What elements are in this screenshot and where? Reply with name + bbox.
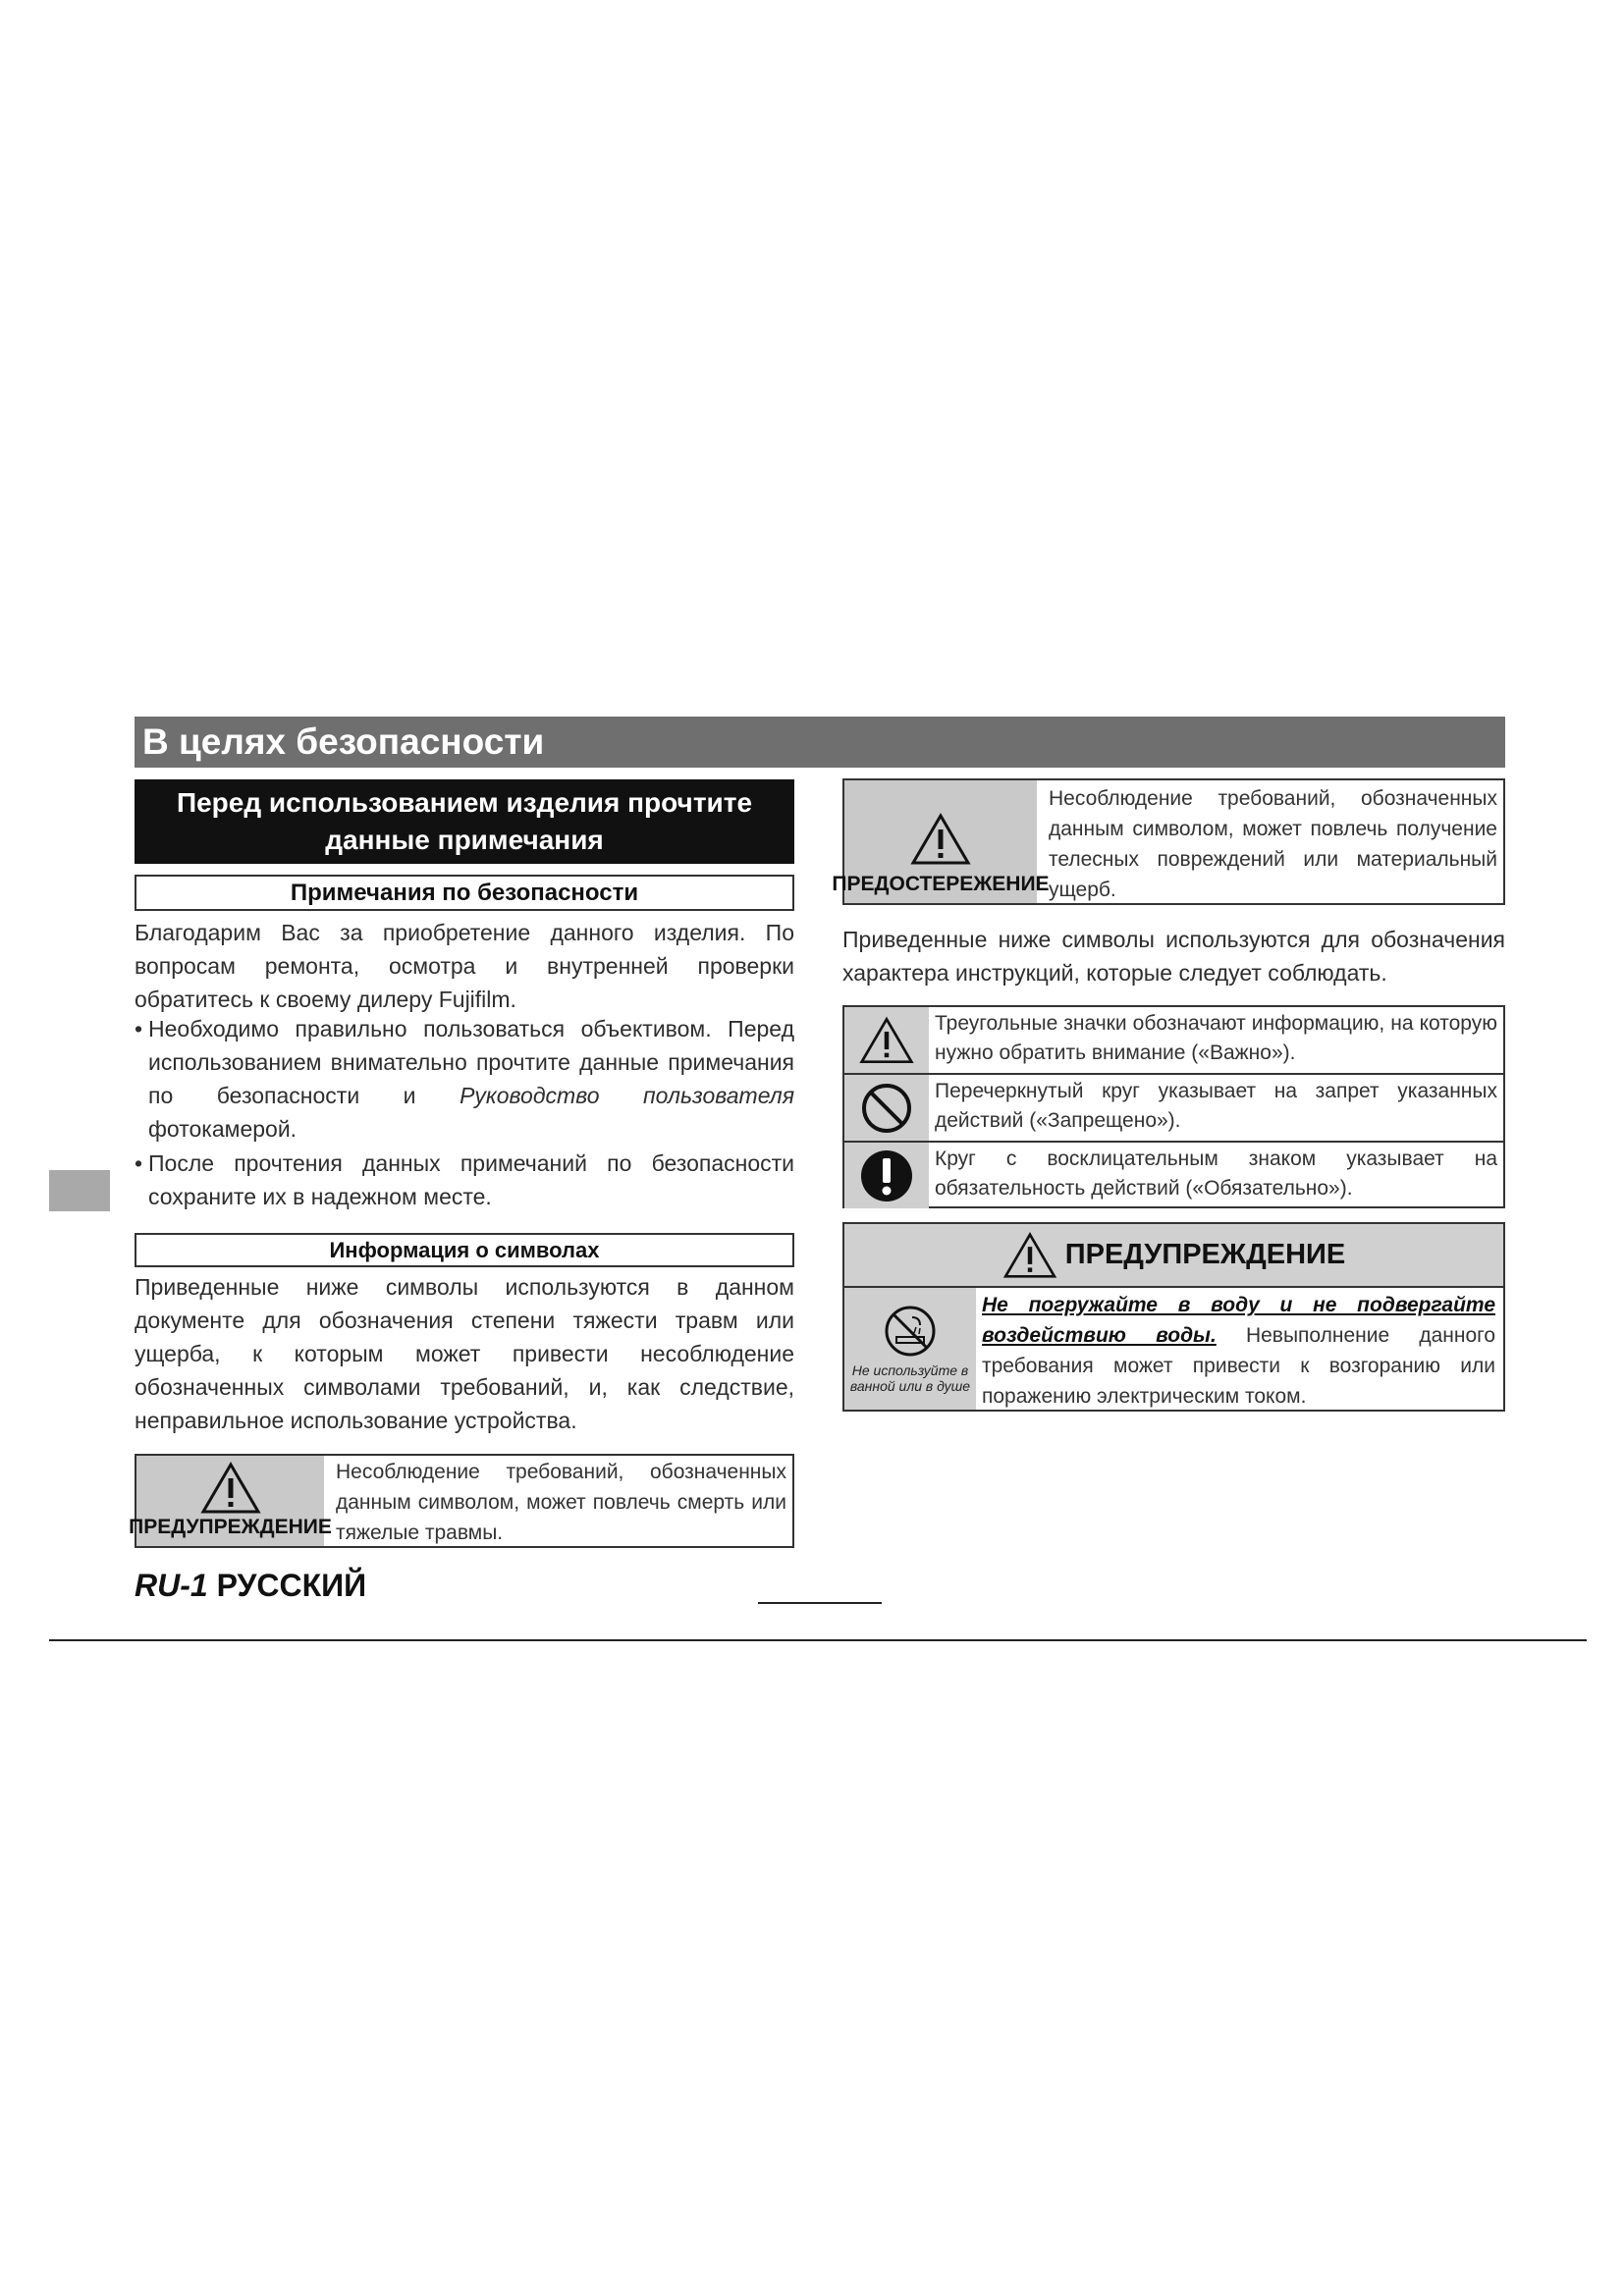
water-warning-panel [842, 1222, 1505, 1412]
water-warning-text: Не погружайте в воду и не подвергайте воздействию воды. Невыполнение данного требования может привести к возгоранию или поражению электрическим током. [982, 1294, 1496, 1408]
no-shower-caption: Не используйте в ванной или в душе [849, 1362, 971, 1394]
page-footer-label [135, 1568, 366, 1604]
manual-title: Руководство пользователя [460, 1083, 794, 1108]
warning-definition-text: Несоблюдение требований, обозначенных данным символом, может повлечь смерть или тяжелые травмы. [336, 1461, 786, 1544]
read-notes-header: Перед использованием изделия прочтите данные примечания [135, 779, 794, 864]
symbol-description: Круг с восклицательным знаком указывает на обязательность действий («Обязательно»). [935, 1148, 1497, 1200]
symbol-legend-table [842, 1005, 1505, 1208]
page-title: В целях безопасности [135, 717, 1505, 768]
symbols-info-heading: Информация о символах [135, 1233, 794, 1267]
instructions-paragraph: Приведенные ниже символы используются для обозначения характера инструкций, которые следует соблюдать. [842, 927, 1505, 986]
warning-triangle-icon [200, 1462, 261, 1515]
warning-panel-title: ПРЕДУПРЕЖДЕНИЕ [1064, 1239, 1346, 1270]
bullet-keep-notes: • После прочтения данных примечаний по безопасности сохраните их в надежном месте. [135, 1147, 794, 1213]
language-label: РУССКИЙ [216, 1568, 367, 1603]
warning-triangle-icon [910, 813, 971, 866]
safety-bullet-list [135, 1012, 794, 1214]
symbol-description: Треугольные значки обозначают информацию, на которую нужно обратить внимание («Важно»). [935, 1012, 1497, 1064]
warning-triangle-icon [859, 1016, 914, 1065]
section-tab-marker [49, 1170, 110, 1211]
page-number: RU-1 [135, 1568, 208, 1603]
caution-definition-box [832, 778, 1505, 905]
prohibited-circle-icon [860, 1082, 913, 1135]
safety-notes-heading: Примечания по безопасности [135, 875, 794, 911]
caution-label: ПРЕДОСТЕРЕЖЕНИЕ [832, 873, 1050, 895]
bullet-read-manual: • Необходимо правильно пользоваться объективом. Перед использованием внимательно прочтите данные примечания по безопасности и Руководство пользователя фотокамерой. [135, 1012, 794, 1146]
symbol-description: Перечеркнутый круг указывает на запрет указанных действий («Запрещено»). [935, 1080, 1497, 1132]
warning-label: ПРЕДУПРЕЖДЕНИЕ [129, 1516, 332, 1538]
symbol-row-mandatory [844, 1143, 1503, 1208]
symbols-info-paragraph: Приведенные ниже символы используются в данном документе для обозначения степени тяжести травм или ущерба, к которым может привести несоблюдение обозначенных символами требований, и, как следствие, неправильное использование устройства. [135, 1274, 794, 1433]
caution-definition-text: Несоблюдение требований, обозначенных данным символом, может повлечь получение телесных повреждений или материальный ущерб. [1049, 787, 1497, 901]
warning-definition-box [129, 1454, 794, 1548]
symbol-row-important [844, 1007, 1503, 1075]
warning-triangle-icon [1002, 1232, 1057, 1279]
water-warning-emphasis: Не погружайте в воду и не подвергайте воздействию воды. [982, 1294, 1495, 1347]
page-bottom-rule [49, 1639, 1587, 1641]
symbol-row-prohibited [844, 1075, 1503, 1143]
footer-short-rule [758, 1602, 882, 1604]
intro-paragraph: Благодарим Вас за приобретение данного изделия. По вопросам ремонта, осмотра и внутренней проверки обратитесь к своему дилеру Fujifilm. [135, 920, 794, 1012]
no-shower-icon [883, 1304, 938, 1359]
mandatory-exclamation-icon [859, 1148, 914, 1203]
